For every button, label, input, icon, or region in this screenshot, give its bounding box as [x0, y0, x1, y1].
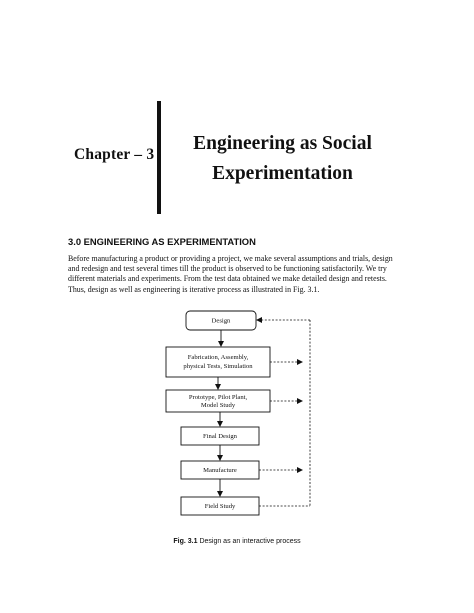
flow-label-prototype-2: Model Study [200, 402, 236, 409]
chapter-title-line-2: Experimentation [212, 163, 353, 184]
figure-caption [0, 538, 474, 545]
paragraph-line: and redesign and test several times till the product is observed to be functioning satisfactorily. We try [68, 264, 387, 274]
paragraph-line: different materials and experiments. From the test data obtained we make detailed design and retests. [68, 274, 387, 284]
paragraph-line: Before manufacturing a product or providing a project, we make several assumptions and trials, design [68, 254, 393, 263]
flow-label-manufacture: Manufacture [203, 467, 237, 474]
figure-caption-label: Fig. 3.1 [173, 538, 198, 545]
flow-label-design: Design [211, 317, 231, 325]
figure-caption-text: Design as an interactive process [197, 538, 301, 545]
chapter-title-line-1: Engineering as Social [193, 133, 372, 154]
flow-label-fabrication-1: Fabrication, Assembly, [187, 354, 249, 361]
flow-label-final-design: Final Design [203, 433, 237, 440]
flow-label-fabrication-2: physical Tests, Simulation [183, 363, 253, 370]
flow-label-field-study: Field Study [204, 503, 236, 510]
flow-label-prototype-1: Prototype, Pilot Plant, [188, 394, 248, 401]
section-heading: 3.0 ENGINEERING AS EXPERIMENTATION [68, 236, 256, 247]
chapter-label: Chapter – 3 [74, 146, 155, 163]
paragraph-line: Thus, design as well as engineering is iterative process as illustrated in Fig. 3.1. [68, 284, 320, 294]
flow-box-fabrication [166, 347, 270, 377]
